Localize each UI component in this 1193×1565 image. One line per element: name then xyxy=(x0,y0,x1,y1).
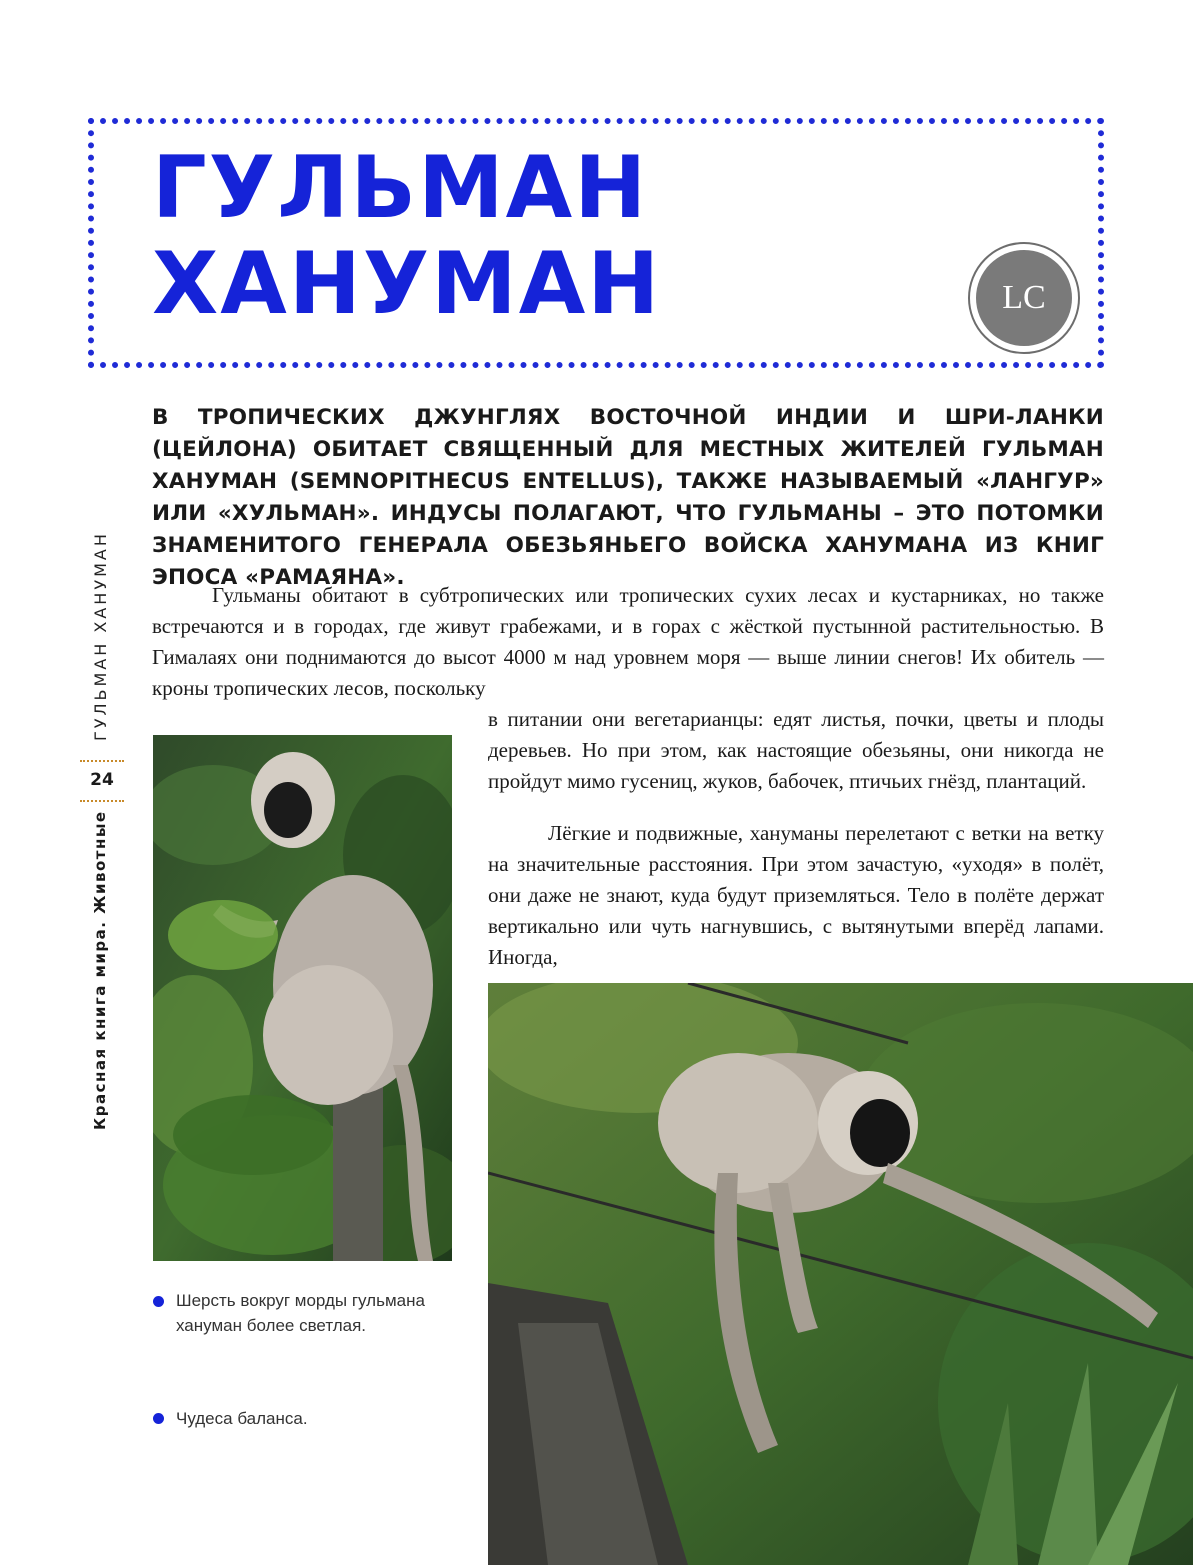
body-paragraph-1: Гульманы обитают в субтропических или тропических сухих лесах и кустарниках, но также встречаются и в городах, где живут грабежами, и в горах с жёсткой пустынной растительностью. В Гималаях они поднимаются до высот 4000 м над уровнем моря — выше линии снегов! Их обитель — кроны тропических лесов, поскольку xyxy=(152,583,1104,700)
photo-langur-balancing xyxy=(488,983,1193,1565)
caption-bullet-2 xyxy=(153,1413,164,1424)
sidebar-divider-top xyxy=(80,760,124,762)
body-paragraph-2: в питании они вегетарианцы: едят листья, почки, цветы и плоды деревьев. Но при этом, как настоящие обезьяны, они никогда не пройдут мимо гусениц, жуков, бабочек, птичьих гнёзд, плантаций. xyxy=(488,707,1104,793)
conservation-status-badge xyxy=(968,242,1080,354)
title-line-1: ГУЛЬМАН xyxy=(152,138,649,238)
lead-paragraph: В ТРОПИЧЕСКИХ ДЖУНГЛЯХ ВОСТОЧНОЙ ИНДИИ И ШРИ-ЛАНКИ (ЦЕЙЛОНА) ОБИТАЕТ СВЯЩЕННЫЙ ДЛЯ МЕСТНЫХ ЖИТЕЛЕЙ ГУЛЬМАН ХАНУМАН (SEMNOPITHECUS ENTELLUS), ТАКЖЕ НАЗЫВАЕМЫЙ «ЛАНГУР» ИЛИ «ХУЛЬМАН». ИНДУСЫ ПОЛАГАЮТ, ЧТО ГУЛЬМАНЫ – ЭТО ПОТОМКИ ЗНАМЕНИТОГО ГЕНЕРАЛА ОБЕЗЬЯНЬЕГО ВОЙСКА ХАНУМАНА ИЗ КНИГ ЭПОСА «РАМАЯНА». xyxy=(152,405,1104,590)
page-number: 24 xyxy=(90,770,114,790)
page-title xyxy=(152,140,661,332)
conservation-status-label: LC xyxy=(976,250,1072,346)
photo-langur-sitting xyxy=(153,735,452,1261)
body-paragraph-3: Лёгкие и подвижные, хануманы перелетают с ветки на ветку на значительные расстояния. При этом зачастую, «уходя» в полёт, они даже не знают, куда будут приземляться. Тело в полёте держат вертикально или чуть нагнувшись, с вытянутыми вперёд лапами. Иногда, xyxy=(488,821,1104,969)
langur-sitting-image xyxy=(153,735,452,1261)
sidebar-divider-bottom xyxy=(80,800,124,802)
caption-photo-1: Шерсть вокруг морды гульмана хануман более светлая. xyxy=(176,1291,425,1335)
running-title: ГУЛЬМАН ХАНУМАН xyxy=(91,531,110,741)
caption-photo-2: Чудеса баланса. xyxy=(176,1409,308,1428)
title-line-2: ХАНУМАН xyxy=(152,234,662,334)
langur-balancing-image xyxy=(488,983,1193,1565)
caption-bullet-1 xyxy=(153,1296,164,1307)
book-title: Красная книга мира. Животные xyxy=(91,810,109,1130)
